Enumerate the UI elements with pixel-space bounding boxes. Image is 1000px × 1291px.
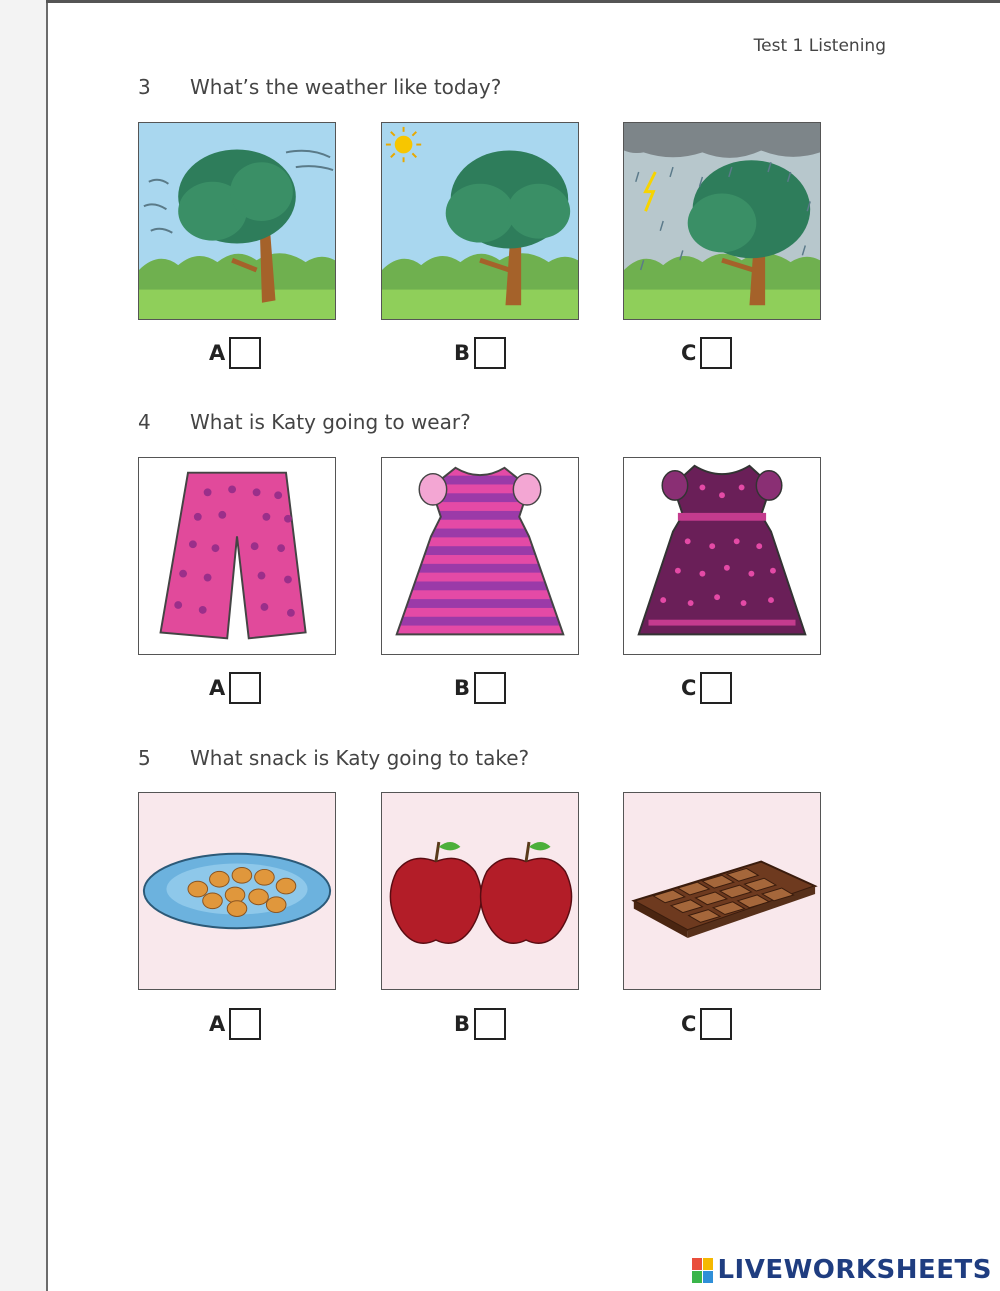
option-letter: C (681, 676, 697, 700)
sunny-tree-icon (382, 123, 578, 319)
option-5c-picture (623, 792, 821, 990)
answer-checkbox-3c[interactable] (700, 337, 732, 369)
question-5 (138, 746, 529, 770)
option-5c (681, 1008, 732, 1040)
answer-checkbox-3a[interactable] (229, 337, 261, 369)
option-5b (454, 1008, 506, 1040)
option-letter: C (681, 341, 697, 365)
option-4c (681, 672, 732, 704)
option-4a (209, 672, 261, 704)
option-letter: B (454, 1012, 471, 1036)
rainy-tree-icon (624, 123, 820, 319)
option-5a-picture (138, 792, 336, 990)
option-3c (681, 337, 732, 369)
option-3a-picture (138, 122, 336, 320)
option-letter: A (209, 1012, 226, 1036)
question-3 (138, 75, 501, 99)
striped-dress-icon (382, 458, 578, 654)
chocolate-bar-icon (624, 793, 820, 989)
option-letter: A (209, 676, 226, 700)
apples-icon (382, 793, 578, 989)
logo-mark-icon (692, 1258, 713, 1283)
question-number: 5 (138, 746, 151, 770)
option-4c-picture (623, 457, 821, 655)
answer-checkbox-5b[interactable] (474, 1008, 506, 1040)
question-number: 3 (138, 75, 151, 99)
option-letter: B (454, 341, 471, 365)
question-number: 4 (138, 410, 151, 434)
answer-checkbox-4a[interactable] (229, 672, 261, 704)
answer-checkbox-4c[interactable] (700, 672, 732, 704)
question-4 (138, 410, 471, 434)
page-header: Test 1 Listening (753, 36, 886, 56)
liveworksheets-logo (692, 1255, 992, 1285)
spotted-trousers-icon (139, 458, 335, 654)
answer-checkbox-4b[interactable] (474, 672, 506, 704)
option-letter: A (209, 341, 226, 365)
answer-checkbox-5c[interactable] (700, 1008, 732, 1040)
logo-text: LIVEWORKSHEETS (717, 1255, 992, 1285)
option-3c-picture (623, 122, 821, 320)
answer-checkbox-5a[interactable] (229, 1008, 261, 1040)
question-text: What snack is Katy going to take? (190, 746, 530, 770)
windy-tree-icon (139, 123, 335, 319)
question-text: What’s the weather like today? (190, 75, 502, 99)
option-3a (209, 337, 261, 369)
option-3b-picture (381, 122, 579, 320)
option-4a-picture (138, 457, 336, 655)
option-letter: C (681, 1012, 697, 1036)
option-letter: B (454, 676, 471, 700)
option-5b-picture (381, 792, 579, 990)
spotted-dress-icon (624, 458, 820, 654)
option-5a (209, 1008, 261, 1040)
option-3b (454, 337, 506, 369)
option-4b (454, 672, 506, 704)
scan-top-edge (46, 0, 1000, 3)
biscuits-plate-icon (139, 793, 335, 989)
question-text: What is Katy going to wear? (190, 410, 471, 434)
option-4b-picture (381, 457, 579, 655)
answer-checkbox-3b[interactable] (474, 337, 506, 369)
scan-edge (0, 0, 48, 1291)
